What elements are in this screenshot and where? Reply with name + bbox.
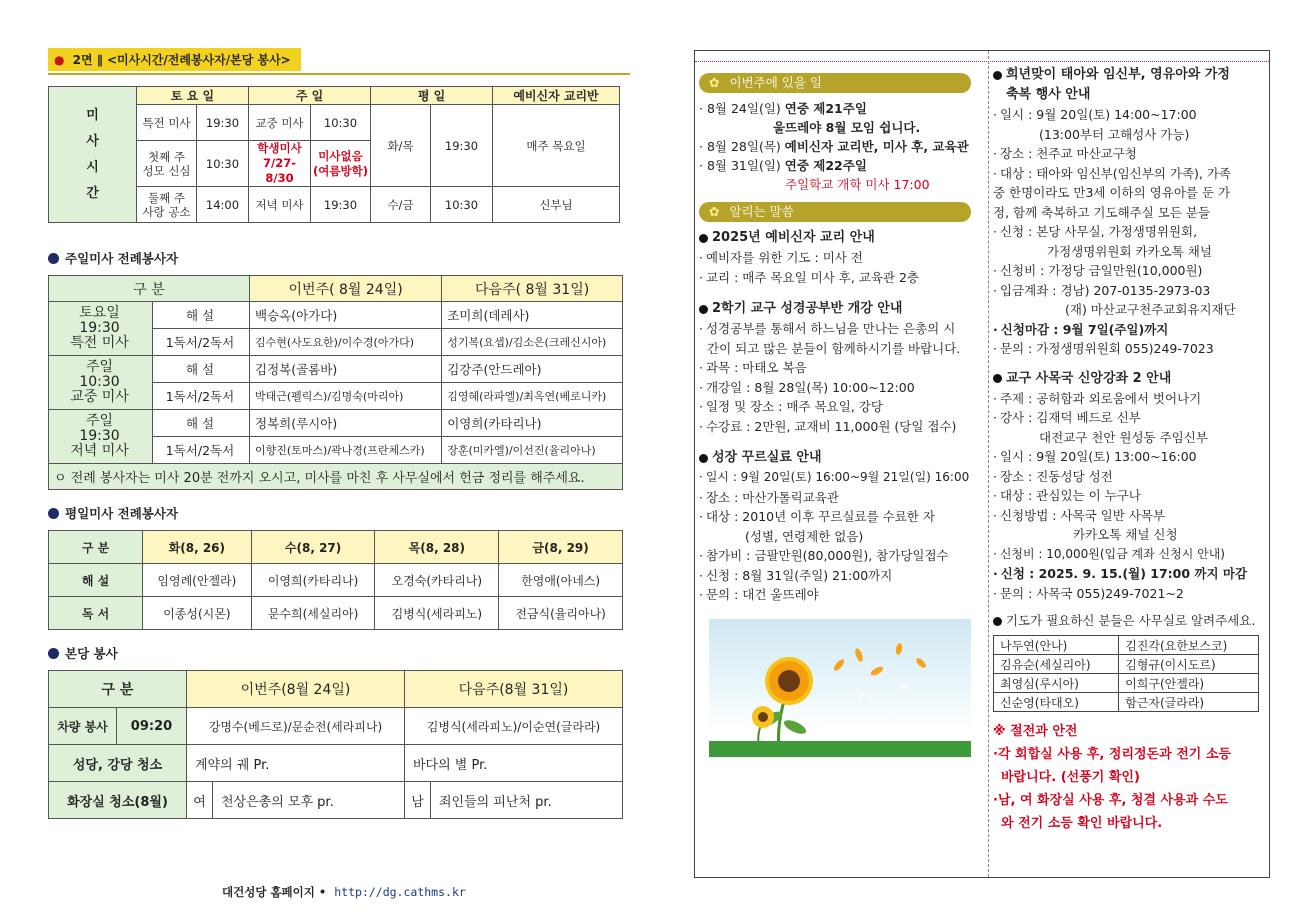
role: 1독서/2독서 xyxy=(153,437,250,464)
server-next: 김영혜(라파엘)/최옥연(베로니카) xyxy=(442,383,623,410)
server-this: 정복희(루시아) xyxy=(250,410,442,437)
sat-mass-name: 특전 미사 xyxy=(137,105,197,141)
weekday-days: 수/금 xyxy=(371,187,431,223)
safety-notice: ※ 절전과 안전 ·각 회합실 사용 후, 정리정돈과 전기 소등 바랍니다. (선풍기 확인) ·남, 여 화장실 사용 후, 청결 사용과 수도 와 전기 소등 확인 바랍니다. xyxy=(993,724,1231,831)
header-fri: 금(8, 29) xyxy=(499,531,623,564)
sunflower-illustration xyxy=(709,619,971,757)
mass-label: 주일 10:30 교중 미사 xyxy=(49,356,153,410)
header-next-week: 다음주(8월 31일) xyxy=(405,671,623,708)
right-column-1 xyxy=(699,73,984,757)
event-line: · 8월 31일(일) 연중 제22주일 xyxy=(699,158,867,173)
event-line: · 8월 24일(일) 연중 제21주일 xyxy=(699,101,867,116)
server: 한영애(아네스) xyxy=(499,564,623,597)
right-column-2 xyxy=(993,65,1267,835)
mass-label: 토요일 19:30 특전 미사 xyxy=(49,302,153,356)
mass-schedule-table xyxy=(48,86,620,223)
catechumen-class: 신부님 xyxy=(493,187,620,223)
prayer-table: 나두연(안나) 김진각(요한보스코) 김유순(세실리아) 김형규(이시도르) 최영심(루시아) 이희구(안젤라) 신순영(타대오) 함근자(글라라) xyxy=(993,635,1259,712)
sun-mass-name: 저녁 미사 xyxy=(249,187,311,223)
mass-label: 주일 19:30 저녁 미사 xyxy=(49,410,153,464)
lecture-notice: 교구 사목국 신앙강좌 2 안내 · 주제 : 공허함과 외로움에서 벗어나기 · 강사 : 김재덕 베드로 신부 대전교구 천안 원성동 주임신부 · 일시 : 9월 20일(토) 13:00~16:00 · 장소 : 진동성당 성전 · 대상 : 관심있는 이 누구나 · 신청방법 : 사목국 일반 사목부 카카오톡 채널 신청 · 신청비 : 10,000원(입금 계좌 신청시 안내) · 신청 : 2025. 9. 15.(월) 17:00 까지 마감 · 문의 : 사목국 055)249-7021~2 xyxy=(993,369,1267,604)
bullet-icon xyxy=(699,234,708,243)
server-this: 김수현(사도요한)/이수경(아가다) xyxy=(250,329,442,356)
footer-text: 대건성당 홈페이지 • xyxy=(222,885,327,899)
server: 전금식(율리아나) xyxy=(499,597,623,630)
toilet-female: 여 xyxy=(187,782,213,819)
top-dotted-line xyxy=(695,61,1269,62)
blessing-notice: 희년맞이 태아와 임신부, 영유아와 가정 축복 행사 안내 · 일시 : 9월 20일(토) 14:00~17:00 (13:00부터 고해성사 가능) · 장소 : 천주교 마산교구청 · 대상 : 태아와 임신부(임신부의 가족), 가족 중 한명이라도 만3세 이하의 영유아를 둔 가 정, 함께 축복하고 기도해주실 모든 분들 · 신청 : 본당 사무실, 가정생명위원회, 가정생명위원회 카카오톡 채널 · 신청비 : 가정당 금일만원(10,000원) · 입금계좌 : 경남) 207-0135-2973-03 (재) 마산교구천주교회유지재단 · 신청마감 : 9월 7일(주일)까지 · 문의 : 가정생명위원회 055)249-7023 xyxy=(993,65,1267,359)
header-category: 구 분 xyxy=(49,531,143,564)
sunday-servers-title: 주일미사 전례봉사자 xyxy=(48,249,630,267)
bullet-icon xyxy=(48,648,59,659)
sun-mass-name: 교중 미사 xyxy=(249,105,311,141)
role: 해 설 xyxy=(153,356,250,383)
sat-mass-time: 14:00 xyxy=(197,187,249,223)
server-next: 이영희(카타리나) xyxy=(442,410,623,437)
header-category: 구 분 xyxy=(49,276,250,302)
footer xyxy=(222,884,466,900)
bullet-icon xyxy=(48,508,59,519)
servers-note: ㅇ 전례 봉사자는 미사 20분 전까지 오시고, 미사를 마친 후 사무실에서 헌금 정리를 해주세요. xyxy=(49,464,623,490)
header-category: 구 분 xyxy=(49,671,187,708)
header-saturday: 토 요 일 xyxy=(137,87,249,105)
page-header xyxy=(48,48,301,71)
header-next-week: 다음주( 8월 31일) xyxy=(442,276,623,302)
homepage-link[interactable]: http://dg.cathms.kr xyxy=(334,885,466,899)
sun-mass-time: 미사없음 (여름방학) xyxy=(311,141,371,187)
header-this-week: 이번주(8월 24일) xyxy=(187,671,405,708)
sat-mass-name: 첫째 주 성모 신심 xyxy=(137,141,197,187)
sat-mass-time: 19:30 xyxy=(197,105,249,141)
server: 이종성(시몬) xyxy=(143,597,252,630)
events-list xyxy=(699,99,984,194)
catechism-notice: 2025년 예비신자 교리 안내 · 예비자를 위한 기도 : 미사 전 · 교리 : 매주 목요일 미사 후, 교육관 2층 xyxy=(699,228,984,287)
server: 김병식(세라피노) xyxy=(375,597,499,630)
header-catechumen: 예비신자 교리반 xyxy=(493,87,620,105)
sat-mass-time: 10:30 xyxy=(197,141,249,187)
role: 독 서 xyxy=(49,597,143,630)
weekday-days: 화/목 xyxy=(371,105,431,187)
header-rule xyxy=(48,73,630,75)
page-header-marker: ● xyxy=(54,53,65,67)
notices-banner: ✿ 알리는 말씀 xyxy=(699,202,971,222)
events-banner: ✿ 이번주에 있을 일 xyxy=(699,73,971,93)
server-next: 성기복(요셉)/김소은(크레신시아) xyxy=(442,329,623,356)
server-this: 박태근(펠릭스)/김명숙(마리아) xyxy=(250,383,442,410)
cleaning-label: 성당, 강당 청소 xyxy=(49,745,187,782)
role: 1독서/2독서 xyxy=(153,383,250,410)
bullet-icon xyxy=(993,374,1002,383)
bullet-icon xyxy=(993,617,1002,626)
header-weekday: 평 일 xyxy=(371,87,493,105)
server: 이영희(카타리나) xyxy=(251,564,375,597)
sun-mass-name: 학생미사 7/27-8/30 xyxy=(249,141,311,187)
catechumen-class: 매주 목요일 xyxy=(493,105,620,187)
column-divider xyxy=(988,51,989,877)
role: 해 설 xyxy=(153,410,250,437)
left-page xyxy=(48,48,630,819)
weekday-servers-table xyxy=(48,530,623,630)
bible-study-notice: 2학기 교구 성경공부반 개강 안내 · 성경공부를 통해서 하느님을 만나는 은총의 시 간이 되고 많은 분들이 함께하시기를 바랍니다. · 과목 : 마태오 복음 · 개강일 : 8월 28일(목) 10:00~12:00 · 일정 및 장소 : 매주 목요일, 강당 · 수강료 : 2만원, 교재비 11,000원 (당일 접수) xyxy=(699,299,984,436)
cursillo-notice: 성장 꾸르실료 안내 · 일시 : 9월 20일(토) 16:00~9월 21일(일) 16:00 · 장소 : 마산가톨릭교육관 · 대상 : 2010년 이후 꾸르실료를 수료한 자 (성별, 연령제한 없음) · 참가비 : 금팔만원(80,000원), 참가당일접수 · 신청 : 8월 31일(주일) 21:00까지 · 문의 : 대건 울뜨레야 xyxy=(699,448,984,605)
header-wed: 수(8, 27) xyxy=(251,531,375,564)
header-thu: 목(8, 28) xyxy=(375,531,499,564)
weekday-time: 10:30 xyxy=(431,187,493,223)
weekday-servers-title: 평일미사 전례봉사자 xyxy=(48,504,630,522)
page-header-text: 2면 ∥ <미사시간/전례봉사자/본당 봉사> xyxy=(72,53,291,67)
role: 1독서/2독서 xyxy=(153,329,250,356)
bullet-icon xyxy=(993,71,1002,80)
flower-icon: ✿ xyxy=(709,204,720,219)
sunflower-icon xyxy=(709,619,971,757)
server-this: 김정복(골롬바) xyxy=(250,356,442,383)
prayer-request: 기도가 필요하신 분들은 사무실로 알려주세요. 나두연(안나) 김진각(요한보스코) 김유순(세실리아) 김형규(이시도르) 최영심(루시아) 이희구(안젤라) 신순영(타대오) 함근자(글라라) xyxy=(993,611,1267,712)
sun-mass-time: 10:30 xyxy=(311,105,371,141)
event-line: 울뜨레야 8월 모임 쉽니다. xyxy=(773,120,921,135)
parish-service-title: 본당 봉사 xyxy=(48,644,630,662)
cleaning-this: 계약의 궤 Pr. xyxy=(187,745,405,782)
bullet-icon xyxy=(699,454,708,463)
server-next: 조미희(데레사) xyxy=(442,302,623,329)
header-tue: 화(8, 26) xyxy=(143,531,252,564)
parish-service-table xyxy=(48,670,623,819)
server: 오경숙(카타리나) xyxy=(375,564,499,597)
grass xyxy=(709,741,971,757)
sat-mass-name: 둘째 주 사랑 공소 xyxy=(137,187,197,223)
event-line: 주일학교 개학 미사 17:00 xyxy=(785,177,930,192)
role: 해 설 xyxy=(153,302,250,329)
sun-mass-time: 19:30 xyxy=(311,187,371,223)
header-sunday: 주 일 xyxy=(249,87,371,105)
cleaning-next: 바다의 별 Pr. xyxy=(405,745,623,782)
vehicle-label: 차량 봉사 xyxy=(49,708,117,745)
bullet-icon xyxy=(48,253,59,264)
toilet-male: 남 xyxy=(405,782,431,819)
vehicle-time: 09:20 xyxy=(117,708,187,745)
server-this: 이향진(토마스)/곽나경(프란체스카) xyxy=(250,437,442,464)
sunday-servers-table xyxy=(48,275,623,490)
role: 해 설 xyxy=(49,564,143,597)
toilet-this: 천상은총의 모후 pr. xyxy=(213,782,405,819)
mass-side-label: 미 사 시 간 xyxy=(49,87,137,223)
server-next: 김강주(안드레아) xyxy=(442,356,623,383)
vehicle-next: 김병식(세라피노)/이순연(글라라) xyxy=(405,708,623,745)
event-line: · 8월 28일(목) 예비신자 교리반, 미사 후, 교육관 xyxy=(699,139,969,154)
server-this: 백승옥(아가다) xyxy=(250,302,442,329)
server-next: 장훈(미카엘)/이선진(율리아나) xyxy=(442,437,623,464)
right-page xyxy=(694,50,1270,878)
flower-icon: ✿ xyxy=(709,75,720,90)
server: 임영례(안젤라) xyxy=(143,564,252,597)
server: 문수희(세실리아) xyxy=(251,597,375,630)
header-this-week: 이번주( 8월 24일) xyxy=(250,276,442,302)
bullet-icon xyxy=(699,305,708,314)
toilet-label: 화장실 청소(8월) xyxy=(49,782,187,819)
weekday-time: 19:30 xyxy=(431,105,493,187)
toilet-next: 죄인들의 피난처 pr. xyxy=(431,782,623,819)
vehicle-this: 강명수(베드로)/문순전(세라피나) xyxy=(187,708,405,745)
